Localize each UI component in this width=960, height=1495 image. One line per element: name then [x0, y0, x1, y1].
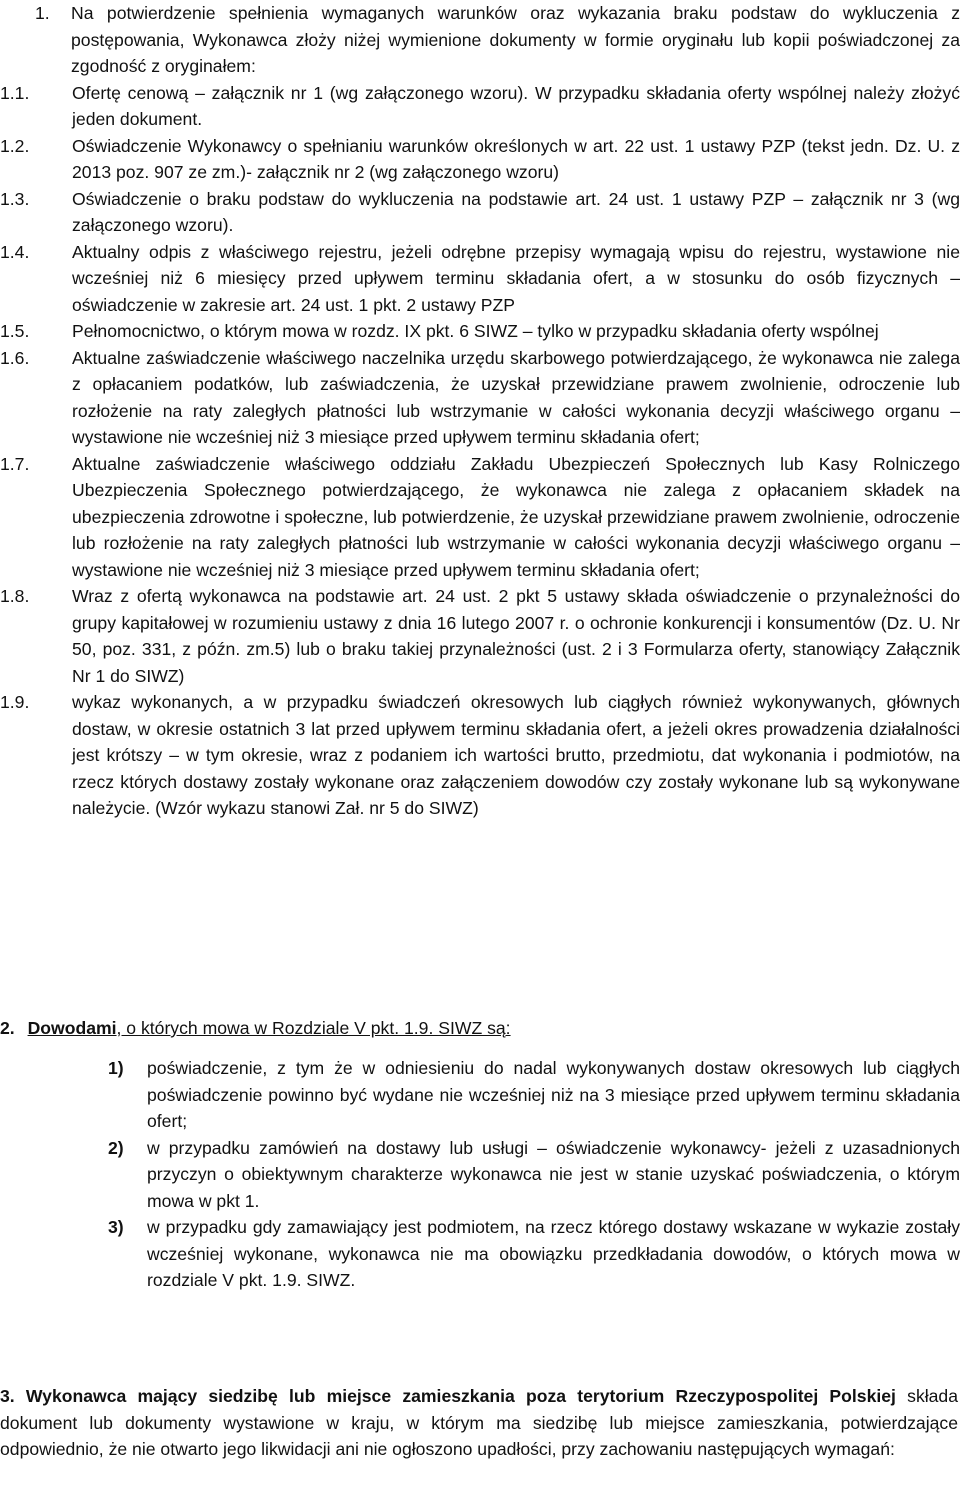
item-number: 1.7. [0, 453, 30, 474]
item-number: 1.9. [0, 692, 30, 712]
list-item [0, 689, 960, 822]
list-item [0, 345, 960, 451]
list-item [0, 1135, 960, 1215]
item-text: Aktualny odpis z właściwego rejestru, jeżeli odrębne przepisy wymagają wpisu do rejestru, wystawione nie wcześniej niż 6 miesięcy przed upływem terminu składania ofert, a w stosunku do osób fizycznych – oświadczenie w zakresie art. 24 ust. 1 pkt. 2 ustawy PZP [72, 241, 960, 315]
section-2-number: 2. [0, 1018, 15, 1038]
section-2 [0, 1015, 960, 1042]
item-number: 1.6. [0, 347, 30, 368]
item-text: Pełnomocnictwo, o którym mowa w rozdz. IX pkt. 6 SIWZ – tylko w przypadku składania oferty wspólnej [72, 321, 879, 341]
section-1-intro [0, 0, 960, 80]
item-number: 1.8. [0, 586, 30, 606]
section-2-items [0, 1055, 960, 1294]
item-text: Oświadczenie Wykonawcy o spełnianiu warunków określonych w art. 22 ust. 1 ustawy PZP (tekst jedn. Dz. U. z 2013 poz. 907 ze zm.)- załącznik nr 2 (wg załączonego wzoru) [72, 135, 960, 182]
section-1-intro-text: Na potwierdzenie spełnienia wymaganych warunków oraz wykazania braku podstaw do wykluczenia z postępowania, Wykonawca złoży niżej wymienione dokumenty w formie oryginału lub kopii poświadczonej za zgodność z oryginałem: [71, 3, 960, 76]
list-item [0, 1055, 960, 1135]
item-text: w przypadku gdy zamawiający jest podmiotem, na rzecz którego dostawy wskazane w wykazie zostały wcześniej wykonane, wykonawca nie ma obowiązku przedkładania dowodów, o których mowa w rozdziale V pkt. 1.9. SIWZ. [147, 1217, 960, 1290]
item-number: 1.3. [0, 188, 30, 209]
section-2-heading-bold: Dowodami [27, 1018, 117, 1038]
section-3-paragraph [0, 1383, 958, 1463]
section-3 [0, 1383, 958, 1463]
item-number: 1.1. [0, 82, 30, 103]
section-1-items [0, 80, 960, 822]
item-number: 3) [108, 1217, 124, 1237]
item-text: Aktualne zaświadczenie właściwego naczelnika urzędu skarbowego potwierdzającego, że wykonawca nie zalega z opłacaniem podatków, lub zaświadczenia, że uzyskał przewidziane prawem zwolnienie, odroczenie lub rozłożenie na raty zaległych płatności lub wstrzymanie w całości wykonania decyzji właściwego organu – wystawione nie wcześniej niż 3 miesiące przed upływem terminu składania ofert; [72, 347, 960, 447]
item-number: 1) [108, 1058, 124, 1078]
list-item [0, 133, 960, 186]
section-2-heading [0, 1015, 960, 1042]
list-item [0, 239, 960, 319]
section-3-text: składa dokument lub dokumenty wystawione w kraju, w którym ma siedzibę lub miejsce zamieszkania, potwierdzające odpowiednio, że nie otwarto jego likwidacji ani nie ogłoszono upadłości, przy zachowaniu następujących wymagań: [0, 1386, 958, 1459]
list-item [0, 318, 960, 345]
item-number: 2) [108, 1137, 124, 1158]
section-3-heading: 3. Wykonawca mający siedzibę lub miejsce zamieszkania poza terytorium Rzeczypospolitej Polskiej [0, 1386, 896, 1406]
list-item [0, 186, 960, 239]
item-text: wykaz wykonanych, a w przypadku świadczeń okresowych lub ciągłych również wykonywanych, głównych dostaw, w okresie ostatnich 3 lat przed upływem terminu składania ofert, a jeżeli okres prowadzenia działalności jest krótszy – w tym okresie, wraz z podaniem ich wartości brutto, przedmiotu, dat wykonania i podmiotów, na rzecz których dostawy zostały wykonane oraz załączeniem dowodów czy zostały wykonane lub są wykonywane należycie. (Wzór wykazu stanowi Zał. nr 5 do SIWZ) [72, 692, 960, 818]
item-text: Ofertę cenową – załącznik nr 1 (wg załączonego wzoru). W przypadku składania oferty wspólnej należy złożyć jeden dokument. [72, 82, 960, 129]
section-2-heading-rest: , o których mowa w Rozdziale V pkt. 1.9. SIWZ są: [116, 1018, 511, 1038]
list-item [0, 451, 960, 584]
item-text: Wraz z ofertą wykonawca na podstawie art. 24 ust. 2 pkt 5 ustawy składa oświadczenie o przynależności do grupy kapitałowej w rozumieniu ustawy z dnia 16 lutego 2007 r. o ochronie konkurencji i konsumentów (Dz. U. Nr 50, poz. 331, z późn. zm.5) lub o braku takiej przynależności (ust. 2 i 3 Formularza oferty, stanowiący Załącznik Nr 1 do SIWZ) [72, 586, 960, 686]
list-item [0, 1214, 960, 1294]
item-text: poświadczenie, z tym że w odniesieniu do nadal wykonywanych dostaw okresowych lub ciągłych poświadczenie powinno być wydane nie wcześniej niż na 3 miesiące przed upływem terminu składania ofert; [147, 1058, 960, 1131]
list-item [0, 583, 960, 689]
item-number: 1.5. [0, 321, 30, 341]
item-number: 1.2. [0, 135, 30, 156]
section-1-number: 1. [35, 3, 50, 23]
item-text: Oświadczenie o braku podstaw do wykluczenia na podstawie art. 24 ust. 1 ustawy PZP – załącznik nr 3 (wg załączonego wzoru). [72, 188, 960, 235]
item-text: w przypadku zamówień na dostawy lub usługi – oświadczenie wykonawcy- jeżeli z uzasadnionych przyczyn o obiektywnym charakterze wykonawca nie jest w stanie uzyskać poświadczenia, o którym mowa w pkt 1. [147, 1137, 960, 1211]
item-number: 1.4. [0, 241, 30, 262]
list-item [0, 80, 960, 133]
item-text: Aktualne zaświadczenie właściwego oddziału Zakładu Ubezpieczeń Społecznych lub Kasy Rolniczego Ubezpieczenia Społecznego potwierdzającego, że wykonawca nie zalega z opłacaniem składek na ubezpieczenia zdrowotne i społeczne, lub potwierdzenie, że uzyskał przewidziane prawem zwolnienie, odroczenie lub rozłożenie na raty zaległych płatności lub wstrzymanie w całości wykonania decyzji właściwego organu – wystawione nie wcześniej niż 3 miesiące przed upływem terminu składania ofert; [72, 453, 960, 580]
